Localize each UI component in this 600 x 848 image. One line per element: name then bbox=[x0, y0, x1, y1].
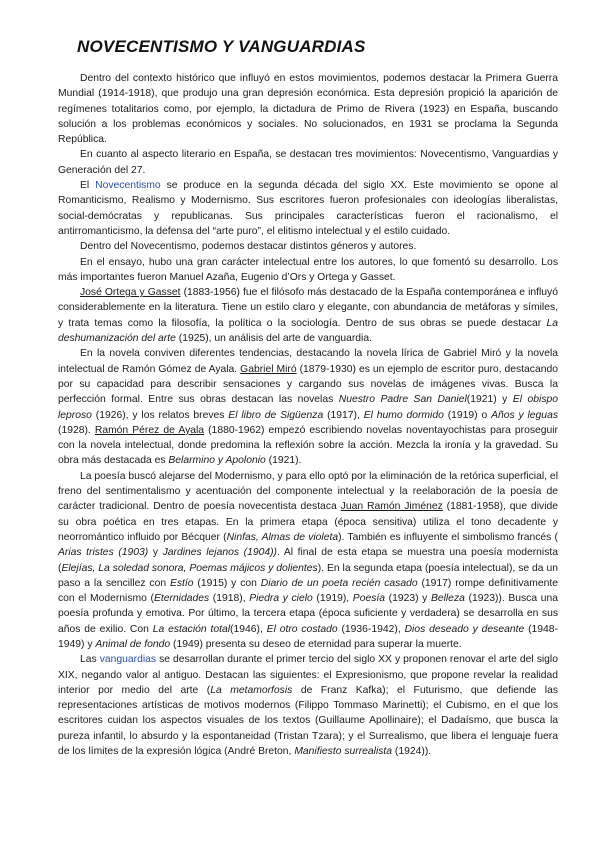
work-title: El libro de Sigüenza bbox=[228, 409, 324, 421]
work-title: Eternidades bbox=[153, 593, 210, 605]
work-title: Poesía bbox=[352, 593, 385, 605]
author-perez-de-ayala: Ramón Pérez de Ayala bbox=[94, 424, 205, 436]
term-vanguardias: vanguardias bbox=[99, 654, 157, 666]
work-title: Estío bbox=[169, 577, 194, 589]
work-title: Animal de fondo bbox=[95, 638, 171, 650]
paragraph-genres: Dentro del Novecentismo, podemos destacar distintos géneros y autores. bbox=[80, 241, 417, 253]
paragraph-novecentismo: El Novecentismo se produce en la segunda década del siglo XX. Este movimiento se opone al Romanticismo, Realismo y Modernismo. Sus escritores fueron profesionales con ideologías liberalistas, social-demócratas y republicanas. Sus principales características fueron el racionalismo, el antirromanticismo, la defensa del “arte puro”, el elitismo intelectual y el estilo cuidado. bbox=[58, 180, 559, 237]
term-novecentismo: Novecentismo bbox=[95, 180, 161, 192]
work-title: Belarmino y Apolonio bbox=[168, 455, 266, 467]
work-title: La deshumanización del arte bbox=[58, 317, 558, 345]
work-title: Años y leguas bbox=[491, 409, 558, 421]
document-body bbox=[58, 71, 558, 759]
author-jimenez: Juan Ramón Jiménez bbox=[340, 501, 443, 513]
work-title: Belleza bbox=[430, 593, 465, 605]
paragraph-poetry: La poesía buscó alejarse del Modernismo, y para ello optó por la eliminación de la retórica superficial, el freno del sentimentalismo y acentuación del componente intelectual y la reelaboración de la poesía de carácter tradicional. Dentro de poesía novecentista destaca Juan Ramón Jiménez (1881-1958), que divide su obra poética en tres etapas. En la primera etapa (época sensitiva) utiliza el tono decadente y neorromántico influido por Bécquer (Ninfas, Almas de violeta). También es influyente el simbolismo francés ( Arias tristes (1903) y Jardines lejanos (1904)). Al final de esta etapa se muestra una poesía modernista (Elejías, La soledad sonora, Poemas májicos y dolientes). En la segunda etapa (poesía intelectual), se da un paso a la sencillez con Estío (1915) y con Diario de un poeta recién casado (1917) rompe definitivamente con el Modernismo (Eternidades (1918), Piedra y cielo (1919), Poesía (1923) y Belleza (1923)). Busca una poesía profunda y emotiva. Por último, la tercera etapa (época suficiente y verdadera) se desarrolla en sus años de exilio. Con La estación total(1946), El otro costado (1936-1942), Dios deseado y deseante (1948-1949) y Animal de fondo (1949) presenta su deseo de eternidad para superar la muerte. bbox=[58, 470, 559, 650]
work-title: Dios deseado y deseante bbox=[404, 623, 525, 635]
author-ortega: José Ortega y Gasset bbox=[80, 287, 181, 299]
work-title: Arias tristes (1903) bbox=[58, 547, 149, 559]
paragraph-movements: En cuanto al aspecto literario en España, se destacan tres movimientos: Novecentismo, Vanguardias y Generación del 27. bbox=[58, 149, 558, 176]
work-title: El otro costado bbox=[266, 623, 338, 635]
paragraph-ortega: José Ortega y Gasset (1883-1956) fue el filósofo más destacado de la España contemporánea e influyó considerablemente en la literatura. Tiene un estilo claro y elegante, con abundancia de metáforas y símiles, y trata temas como la filosofía, la política o la sociología. Dentro de sus obras se puede destacar La deshumanización del arte (1925), un análisis del arte de vanguardia. bbox=[58, 287, 558, 345]
work-title: La estación total bbox=[152, 623, 231, 635]
work-title: Jardines lejanos (1904)) bbox=[162, 547, 277, 559]
author-miro: Gabriel Miró bbox=[240, 363, 297, 375]
work-title: El obispo leproso bbox=[58, 394, 558, 421]
paragraph-context: Dentro del contexto histórico que influyó en estos movimientos, podemos destacar la Primera Guerra Mundial (1914-1918), que produjo una gran depresión económica. Esta depresión propició la aparición de regímenes totalitarios como, por ejemplo, la dictadura de Primo de Rivera (1923) en España, buscando solución a los problemas económicos y sociales. No solucionados, en 1931 se proclama la Segunda República. bbox=[58, 73, 558, 146]
paragraph-essay: En el ensayo, hubo una gran carácter intelectual entre los autores, lo que fomentó su desarrollo. Los más importantes fueron Manuel Azaña, Eugenio d’Ors y Ortega y Gasset. bbox=[58, 256, 558, 283]
paragraph-novel: En la novela conviven diferentes tendencias, destacando la novela lírica de Gabriel Miró y la novela intelectual de Ramón Gómez de Ayala. Gabriel Miró (1879-1930) es un ejemplo de escritor puro, destacando por su capacidad para describir sensaciones y cargando sus novelas de imágenes vivas. Busca la perfección formal. Entre sus obras destacan las novelas Nuestro Padre San Daniel(1921) y El obispo leproso (1926), y los relatos breves El libro de Sigüenza (1917), El humo dormido (1919) o Años y leguas (1928). Ramón Pérez de Ayala (1880-1962) empezó escribiendo novelas noventayochistas para proseguir con la novela intelectual, donde predomina la reflexión sobre la acción. Mezcla la ironía y la gravedad. Su obra más destacada es Belarmino y Apolonio (1921). bbox=[58, 348, 558, 467]
page-title: NOVECENTISMO Y VANGUARDIAS bbox=[77, 37, 366, 56]
work-title: Ninfas, Almas de violeta bbox=[226, 531, 339, 543]
work-title: Nuestro Padre San Daniel bbox=[338, 394, 467, 406]
work-title: Diario de un poeta recién casado bbox=[260, 577, 418, 589]
paragraph-vanguardias: Las vanguardias se desarrollan durante el primer tercio del siglo XX y proponen renovar el arte del siglo XIX, negando valor al antiguo. Destacan las siguientes: el Expresionismo, que propone revelar la realidad interior por medio del arte (La metamorfosis de Franz Kafka); el Futurismo, que defiende las representaciones artísticas de motivos modernos (Filippo Tommaso Marinetti); el Cubismo, en el que los escritores cuidan los aspectos visuales de los textos (Guillaume Apollinaire); el Dadaísmo, que busca la pureza infantil, lo absurdo y la espontaneidad (Tristan Tzara); y el Surrealismo, que libera el lenguaje fuera de los límites de la expresión lógica (André Breton, Manifiesto surrealista (1924)). bbox=[58, 654, 559, 758]
work-title: Manifiesto surrealista bbox=[294, 746, 393, 758]
work-title: Piedra y cielo bbox=[249, 593, 313, 605]
work-title: Elejías, La soledad sonora, Poemas májicos y dolientes bbox=[61, 562, 318, 574]
work-title: El humo dormido bbox=[363, 409, 444, 421]
work-title: La metamorfosis bbox=[210, 684, 293, 696]
